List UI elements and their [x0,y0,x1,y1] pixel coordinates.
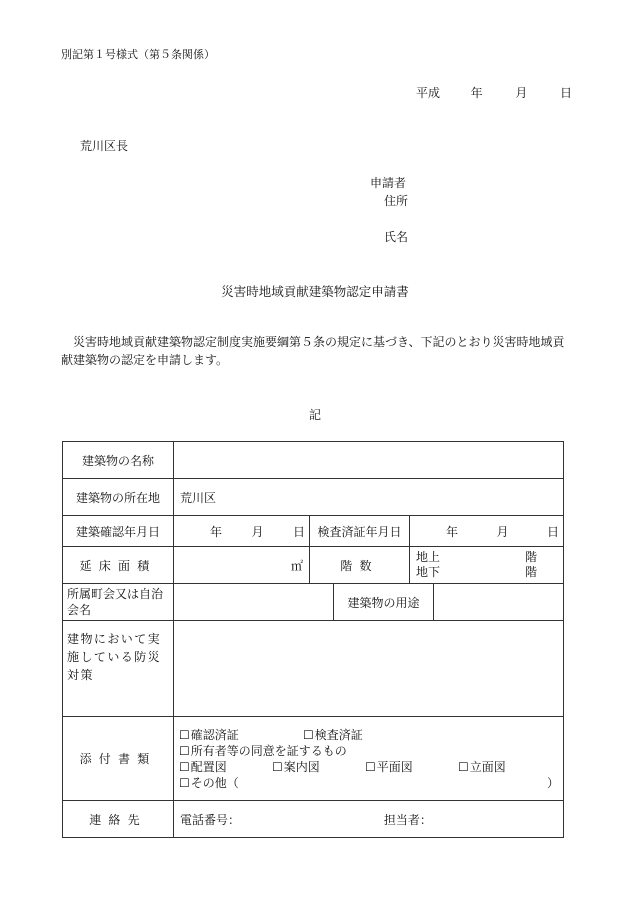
date-year: 年 [470,86,483,100]
att-consent[interactable] [179,743,347,759]
attachments-label: 添付書類 [63,717,174,801]
checkbox-icon: ☐ [179,743,190,758]
applicant-name-label: 氏名 [384,230,409,244]
body-text: 災害時地域貢献建築物認定制度実施要綱第５条の規定に基づき、下記のとおり災害時地域貢献建築物の認定を申請します。 [61,335,565,367]
inspection-day: 日 [547,524,560,539]
usage-field[interactable] [434,584,564,621]
town-assoc-field[interactable] [174,584,334,621]
att-elevation-label: 立面図 [469,759,506,774]
att-inspection[interactable] [303,727,363,743]
row-area-floors [63,547,564,584]
date-month: 月 [515,86,528,100]
person-label: 担当者： [383,812,432,827]
ki-marker: 記 [308,408,321,422]
date-day: 日 [560,86,573,100]
application-date [416,84,572,101]
att-layout-label: 配置図 [190,759,227,774]
date-era: 平成 [416,86,441,100]
sqm-unit: ㎡ [290,558,303,573]
measures-label: 建物において実施している防災対策 [63,621,174,717]
building-name-field[interactable] [174,442,564,479]
location-label: 建築物の所在地 [63,479,174,516]
measures-field[interactable] [174,621,564,717]
row-measures [63,621,564,717]
application-form-table [62,441,564,838]
attachments-list [174,717,564,801]
building-name-label: 建築物の名称 [63,442,174,479]
row-town-usage [63,584,564,621]
row-building-name [63,442,564,479]
addressee: 荒川区長 [80,139,129,153]
inspection-month: 月 [496,524,509,539]
floor-area-label: 延床面積 [63,547,174,584]
att-confirm-label: 確認済証 [190,727,239,742]
row-dates [63,516,564,547]
att-other[interactable] [179,775,239,791]
location-field[interactable]: 荒川区 [174,479,564,516]
applicant-label: 申請者 [370,176,407,190]
checkbox-icon: ☐ [179,775,190,790]
att-plan[interactable] [365,759,458,775]
floor-area-field[interactable] [174,547,310,584]
row-contact [63,801,564,838]
att-confirm[interactable] [179,727,303,743]
att-elevation[interactable] [458,759,506,775]
att-other-label: その他（ [190,775,239,790]
above-floor-unit: 階 [525,550,538,564]
below-floor-unit: 階 [525,565,538,579]
checkbox-icon: ☐ [179,727,190,742]
floors-field[interactable] [410,547,564,584]
inspection-date-label: 検査済証年月日 [310,516,410,547]
att-inspection-label: 検査済証 [314,727,363,742]
row-location [63,479,564,516]
inspection-year: 年 [446,524,459,539]
att-plan-label: 平面図 [376,759,413,774]
floors-label: 階数 [310,547,410,584]
above-ground-label: 地上 [416,550,441,564]
confirm-day: 日 [292,524,305,539]
inspection-date-field[interactable] [410,516,564,547]
contact-field[interactable] [174,801,564,838]
applicant-address-label: 住所 [384,194,409,208]
confirm-date-field[interactable] [174,516,310,547]
checkbox-icon: ☐ [179,759,190,774]
att-consent-label: 所有者等の同意を証するもの [190,743,347,758]
usage-label: 建築物の用途 [334,584,434,621]
checkbox-icon: ☐ [365,759,376,774]
town-assoc-label: 所属町会又は自治会名 [63,584,174,621]
att-guide-label: 案内図 [283,759,320,774]
applicant-block [370,174,408,246]
att-other-close: ） [547,775,560,790]
below-ground-label: 地下 [416,565,441,579]
checkbox-icon: ☐ [458,759,469,774]
checkbox-icon: ☐ [303,727,314,742]
confirm-month: 月 [251,524,264,539]
att-layout[interactable] [179,759,272,775]
confirm-year: 年 [210,524,223,539]
contact-label: 連絡先 [63,801,174,838]
att-guide[interactable] [272,759,365,775]
phone-label: 電話番号： [180,812,241,827]
form-number: 別記第１号様式（第５条関係） [61,48,215,61]
document-title: 災害時地域貢献建築物認定申請書 [221,284,409,299]
row-attachments [63,717,564,801]
confirm-date-label: 建築確認年月日 [63,516,174,547]
checkbox-icon: ☐ [272,759,283,774]
